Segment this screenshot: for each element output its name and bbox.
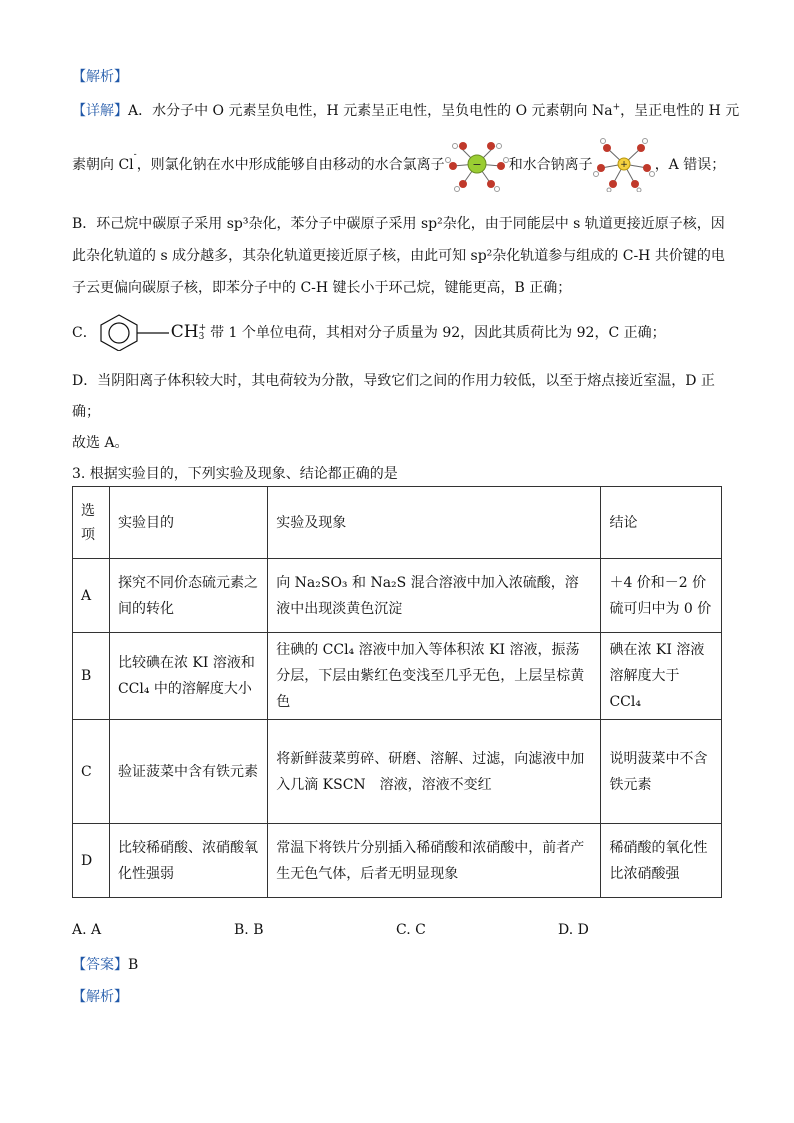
row-b-purpose: 比较碘在浓 KI 溶液和 CCl₄ 中的溶解度大小 — [109, 633, 267, 720]
chloride-sign: − — [472, 158, 482, 171]
detail-text-2c: 和水合钠离子 — [508, 157, 593, 173]
analysis-heading: 【解析】 — [72, 69, 128, 85]
hydrated-chloride-ion-diagram — [445, 136, 509, 192]
row-d-purpose: 比较稀硝酸、浓硝酸氧化性强弱 — [109, 824, 267, 898]
cl-charge: - — [133, 150, 137, 160]
answer-value: B — [128, 957, 139, 973]
detail-text-2d: ，A 错误； — [654, 157, 726, 173]
c-line — [72, 312, 666, 352]
row-d-option: D — [73, 824, 110, 898]
methyl-subscript: 3 — [198, 331, 205, 342]
row-d-conclusion: 稀硝酸的氧化性比浓硝酸强 — [601, 824, 722, 898]
table-row — [73, 720, 722, 824]
detail-text-2b: ，则氯化钠在水中形成能够自由移动的水合氯离子 — [136, 157, 445, 173]
d-line-2: 确； — [72, 404, 100, 420]
row-b-option: B — [73, 633, 110, 720]
answer-label: 【答案】 — [72, 957, 128, 973]
option-a: A. A — [72, 922, 102, 938]
methyl-charge: + — [198, 322, 207, 333]
b-line-3: 子云更偏向碳原子核，即苯分子中的 C-H 键长小于环己烷，键能更高，B 正确； — [72, 280, 572, 296]
conclusion-text: 故选 A。 — [72, 435, 129, 451]
question-3-stem: 3. 根据实验目的，下列实验及现象、结论都正确的是 — [72, 466, 398, 482]
answer-options — [72, 922, 732, 938]
detail-text-2a: 素朝向 Cl — [72, 157, 134, 173]
sodium-sign: + — [619, 160, 628, 170]
detail-label: 【详解】 — [72, 103, 128, 119]
row-a-option: A — [73, 559, 110, 633]
detail-line-2 — [72, 136, 725, 192]
table-row — [73, 559, 722, 633]
row-c-option: C — [73, 720, 110, 824]
row-b-conclusion: 碘在浓 KI 溶液溶解度大于 CCl₄ — [601, 633, 722, 720]
header-option: 选项 — [73, 487, 110, 559]
hydrated-sodium-ion-diagram — [593, 136, 655, 192]
row-c-purpose: 验证菠菜中含有铁元素 — [109, 720, 267, 824]
option-d: D. D — [558, 922, 589, 938]
analysis-heading-2: 【解析】 — [72, 989, 128, 1005]
d-line-1: D．当阴阳离子体积较大时，其电荷较为分散，导致它们之间的作用力较低，以至于熔点接近室温，D 正 — [72, 373, 715, 389]
row-a-phenomenon: 向 Na₂SO₃ 和 Na₂S 混合溶液中加入浓硫酸，溶液中出现淡黄色沉淀 — [268, 559, 601, 633]
b-line-2: 此杂化轨道的 s 成分越多，其杂化轨道更接近原子核，由此可知 sp²杂化轨道参与组成的 C-H 共价键的电 — [72, 248, 725, 264]
table-row — [73, 633, 722, 720]
detail-text-1: A．水分子中 O 元素呈负电性，H 元素呈正电性，呈负电性的 O 元素朝向 Na — [128, 103, 613, 119]
row-b-phenomenon: 往碘的 CCl₄ 溶液中加入等体积浓 KI 溶液，振荡分层，下层由紫红色变浅至几乎无色，上层呈棕黄色 — [268, 633, 601, 720]
na-charge: + — [612, 102, 621, 113]
question-3-table — [72, 486, 722, 898]
header-conclusion: 结论 — [601, 487, 722, 559]
c-label: C． — [72, 325, 97, 341]
row-d-phenomenon: 常温下将铁片分别插入稀硝酸和浓硝酸中，前者产生无色气体，后者无明显现象 — [268, 824, 601, 898]
detail-text-1-tail: ，呈正电性的 H 元 — [620, 103, 740, 119]
answer-line — [72, 954, 138, 974]
row-a-purpose: 探究不同价态硫元素之间的转化 — [109, 559, 267, 633]
methyl-group — [171, 322, 206, 342]
table-header-row — [73, 487, 722, 559]
b-line-1: B．环己烷中碳原子采用 sp³杂化，苯分子中碳原子采用 sp²杂化，由于同能层中 s 轨道更接近原子核，因 — [72, 216, 725, 232]
option-b: B. B — [234, 922, 264, 938]
row-c-conclusion: 说明菠菜中不含铁元素 — [601, 720, 722, 824]
benzene-ring-structure — [99, 313, 171, 351]
header-phenomenon: 实验及现象 — [268, 487, 601, 559]
table-row — [73, 824, 722, 898]
option-c: C. C — [396, 922, 426, 938]
header-purpose: 实验目的 — [109, 487, 267, 559]
detail-line-1 — [72, 100, 739, 120]
c-text: 带 1 个单位电荷，其相对分子质量为 92，因此其质荷比为 92，C 正确； — [210, 325, 666, 341]
methyl-ch: CH — [170, 322, 199, 342]
row-a-conclusion: ＋4 价和－2 价硫可归中为 0 价 — [601, 559, 722, 633]
row-c-phenomenon: 将新鲜菠菜剪碎、研磨、溶解、过滤，向滤液中加入几滴 KSCN 溶液，溶液不变红 — [268, 720, 601, 824]
